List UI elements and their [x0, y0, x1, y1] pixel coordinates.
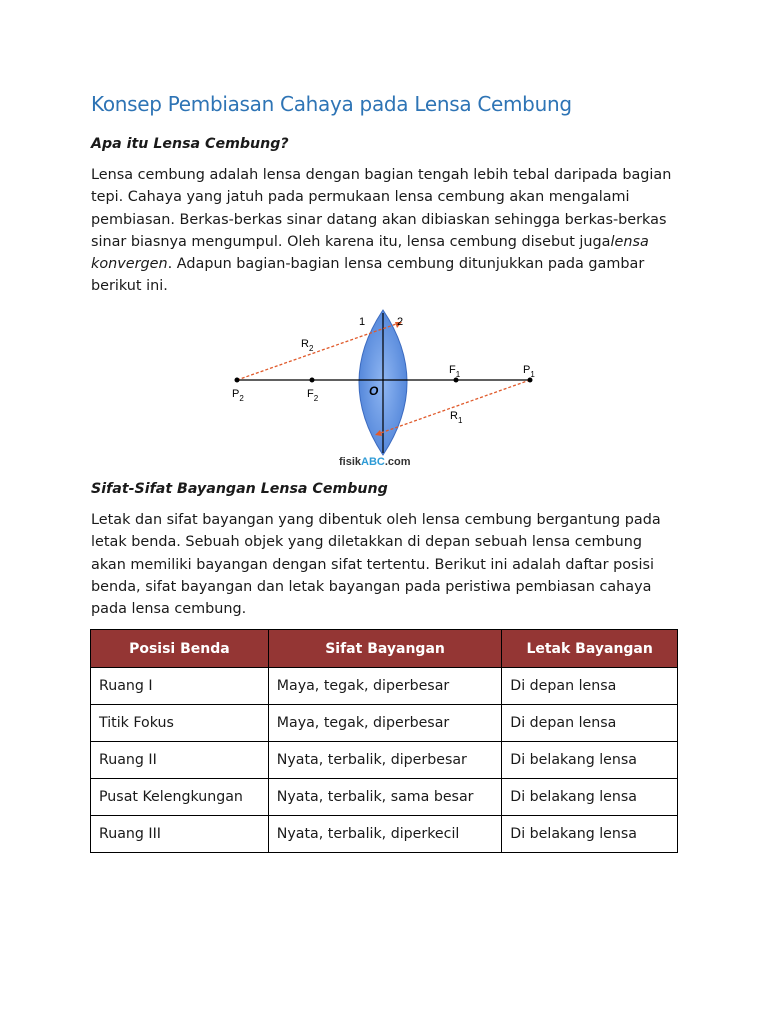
label-p2: $P_2$: [232, 388, 244, 403]
label-p1: $P_1$: [523, 364, 535, 379]
cell-letak: Di belakang lensa: [502, 779, 678, 816]
sifat-bayangan-table: [90, 629, 678, 853]
table-row: [91, 779, 678, 816]
table-row: [91, 668, 678, 705]
cell-sifat: Nyata, terbalik, diperkecil: [268, 816, 502, 853]
cell-letak: Di depan lensa: [502, 668, 678, 705]
intro-paragraph: [91, 164, 681, 298]
cell-posisi: Titik Fokus: [91, 705, 269, 742]
cell-sifat: Nyata, terbalik, sama besar: [268, 779, 502, 816]
intro-text-b: . Adapun bagian-bagian lensa cembung ditunjukkan pada gambar berikut ini.: [91, 256, 645, 295]
cell-sifat: Nyata, terbalik, diperbesar: [268, 742, 502, 779]
label-2: 2: [397, 316, 404, 328]
cell-posisi: Pusat Kelengkungan: [91, 779, 269, 816]
cell-letak: Di belakang lensa: [502, 816, 678, 853]
intro-text-a: Lensa cembung adalah lensa dengan bagian tengah lebih tebal daripada bagian tepi. Cahaya yang jatuh pada permukaan lensa cembung akan mengalami pembiasan. Berkas-berkas sinar datang akan dibiaskan sehingga berkas-berkas sinar biasnya mengumpul. Oleh karena itu, lensa cembung disebut juga: [91, 167, 672, 250]
cell-posisi: Ruang I: [91, 668, 269, 705]
cell-letak: Di depan lensa: [502, 705, 678, 742]
table-row: [91, 816, 678, 853]
section-heading-lensa-cembung: Apa itu Lensa Cembung?: [91, 136, 289, 152]
point-f2: [310, 378, 315, 383]
header-sifat-bayangan: Sifat Bayangan: [268, 630, 502, 668]
cell-posisi: Ruang III: [91, 816, 269, 853]
cell-letak: Di belakang lensa: [502, 742, 678, 779]
label-r1: $R_1$: [450, 410, 463, 425]
table-row: [91, 705, 678, 742]
label-1: 1: [359, 316, 366, 328]
cell-posisi: Ruang II: [91, 742, 269, 779]
intro-text-emphasis: lensa konvergen: [91, 233, 649, 273]
label-f1: $F_1$: [449, 364, 461, 379]
header-posisi-benda: Posisi Benda: [91, 630, 269, 668]
table-header-row: [91, 630, 678, 668]
convex-lens-diagram: [225, 305, 555, 475]
sifat-paragraph: Letak dan sifat bayangan yang dibentuk oleh lensa cembung bergantung pada letak benda. Sebuah objek yang diletakkan di depan sebuah lensa cembung akan memiliki bayangan dengan sifat tertentu. Berikut ini adalah daftar posisi benda, sifat bayangan dan letak bayangan pada peristiwa pembiasan cahaya pada lensa cembung.: [91, 512, 661, 618]
label-r2: $R_2$: [301, 338, 314, 353]
cell-sifat: Maya, tegak, diperbesar: [268, 668, 502, 705]
cell-sifat: Maya, tegak, diperbesar: [268, 705, 502, 742]
watermark-fisikabc: fisikABC.com: [339, 456, 411, 468]
section-heading-sifat-bayangan: Sifat-Sifat Bayangan Lensa Cembung: [91, 481, 388, 497]
label-f2: $F_2$: [307, 388, 319, 403]
table-row: [91, 742, 678, 779]
label-o: O: [369, 384, 379, 398]
header-letak-bayangan: Letak Bayangan: [502, 630, 678, 668]
point-p2: [235, 378, 240, 383]
page-title: Konsep Pembiasan Cahaya pada Lensa Cembung: [91, 92, 572, 116]
